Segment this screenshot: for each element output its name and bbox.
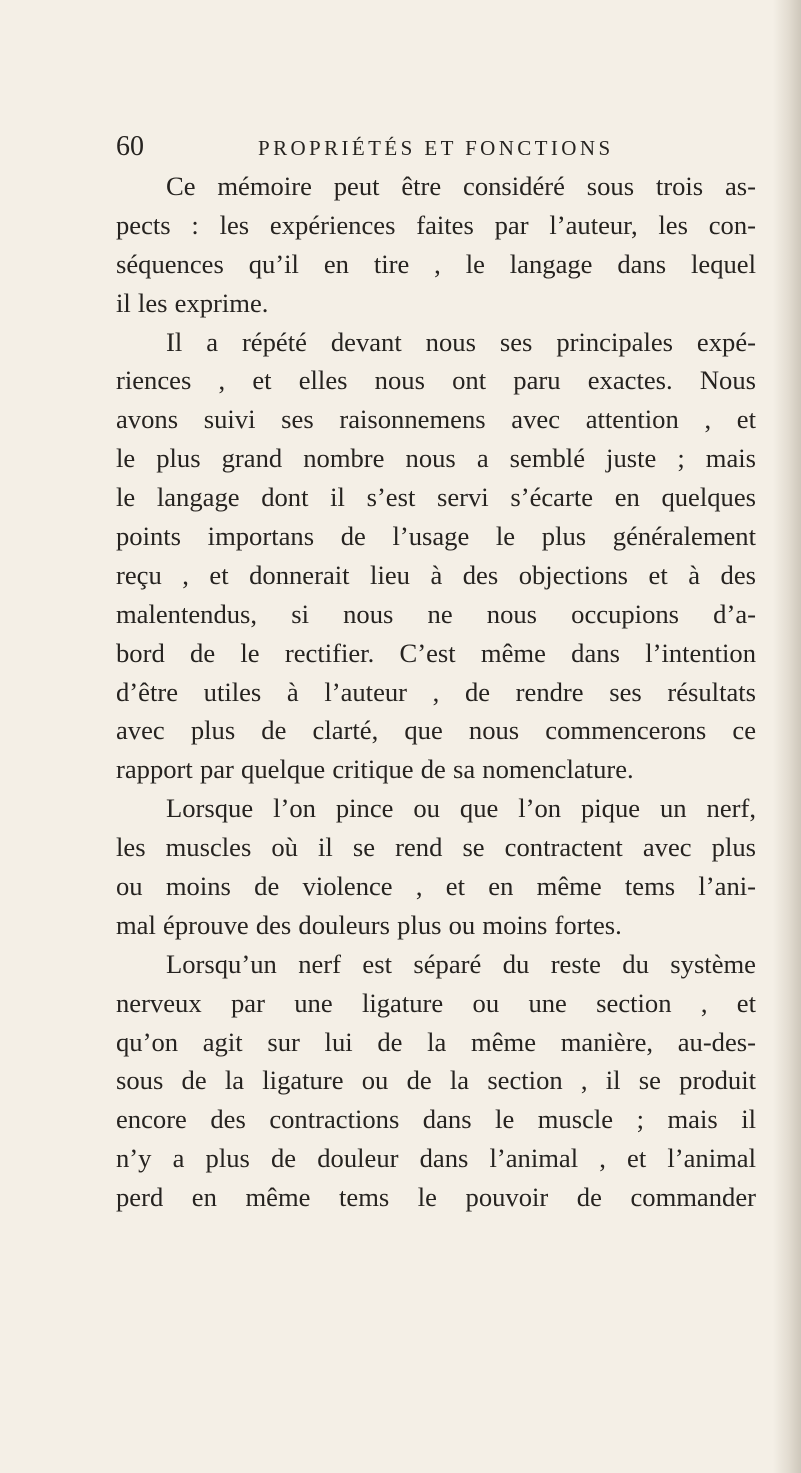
- text-line: avec plus de clarté, que nous commencerons ce: [116, 715, 756, 746]
- text-line: le langage dont il s’est servi s’écarte en quelques: [116, 482, 756, 513]
- text-line: les muscles où il se rend se contractent avec plus: [116, 832, 756, 863]
- text-line: Lorsque l’on pince ou que l’on pique un nerf,: [166, 793, 756, 824]
- text-line: Lorsqu’un nerf est séparé du reste du système: [166, 948, 756, 979]
- text-line: encore des contractions dans le muscle ; mais il: [116, 1104, 756, 1135]
- text-line: bord de le rectifier. C’est même dans l’intention: [116, 637, 756, 668]
- text-line: malentendus, si nous ne nous occupions d’a-: [116, 598, 756, 629]
- text-line: rapport par quelque critique de sa nomenclature.: [116, 754, 634, 785]
- text-line: avons suivi ses raisonnemens avec attention , et: [116, 404, 756, 435]
- text-line: nerveux par une ligature ou une section , et: [116, 987, 756, 1018]
- text-line: ou moins de violence , et en même tems l’ani-: [116, 871, 756, 902]
- text-line: n’y a plus de douleur dans l’animal , et l’animal: [116, 1143, 756, 1174]
- text-line: il les exprime.: [116, 287, 269, 318]
- text-line: le plus grand nombre nous a semblé juste ; mais: [116, 443, 756, 474]
- page-edge-shadow: [773, 0, 801, 1473]
- text-line: d’être utiles à l’auteur , de rendre ses résultats: [116, 676, 756, 707]
- page-header: [116, 131, 656, 163]
- text-line: séquences qu’il en tire , le langage dans lequel: [116, 248, 756, 279]
- text-line: reçu , et donnerait lieu à des objections et à des: [116, 559, 756, 590]
- text-line: Il a répété devant nous ses principales expé-: [166, 326, 756, 357]
- text-line: mal éprouve des douleurs plus ou moins fortes.: [116, 909, 622, 940]
- text-line: Ce mémoire peut être considéré sous trois as-: [166, 171, 756, 201]
- text-line: pects : les expériences faites par l’auteur, les con-: [116, 209, 756, 240]
- page-number: 60: [116, 131, 144, 162]
- body-text: [116, 167, 756, 1217]
- running-head: PROPRIÉTÉS ET FONCTIONS: [258, 136, 614, 160]
- text-line: qu’on agit sur lui de la même manière, au-des-: [116, 1026, 756, 1057]
- text-line: riences , et elles nous ont paru exactes. Nous: [116, 365, 756, 396]
- text-line: points importans de l’usage le plus généralement: [116, 521, 756, 552]
- text-line: perd en même tems le pouvoir de commander: [116, 1182, 756, 1213]
- text-line: sous de la ligature ou de la section , il se produit: [116, 1065, 756, 1096]
